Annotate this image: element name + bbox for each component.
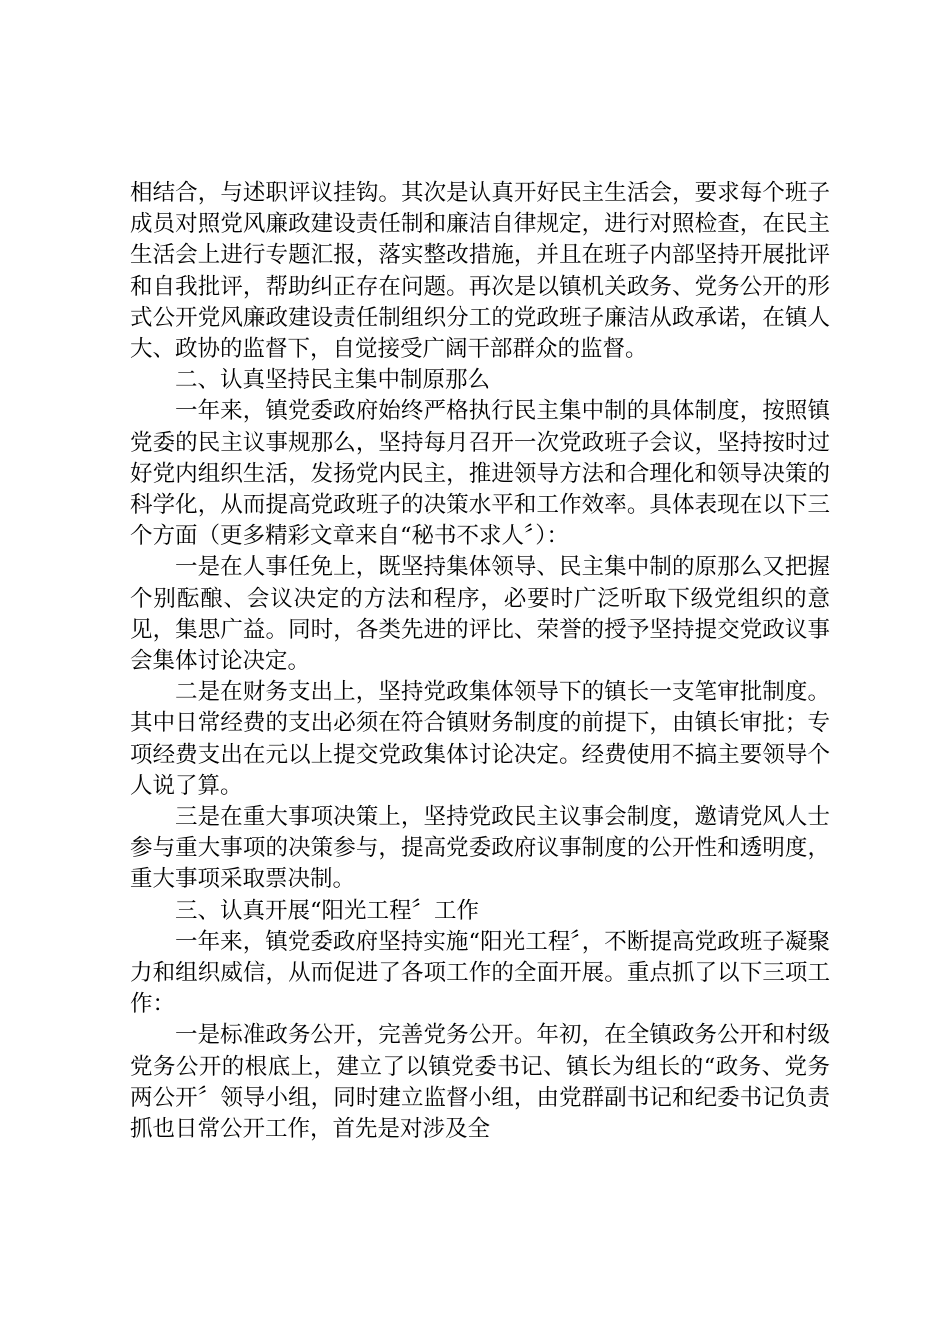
paragraph-6: 一年来，镇党委政府坚持实施“阳光工程〞，不断提高党政班子凝聚力和组织威信，从而促进了各项工作的全面开展。重点抓了以下三项工作： xyxy=(130,928,830,1018)
paragraph-3: 一是在人事任免上，既坚持集体领导、民主集中制的原那么又把握个别酝酿、会议决定的方法和程序，必要时广泛听取下级党组织的意见，集思广益。同时，各类先进的评比、荣誉的授予坚持提交党政议事会集体讨论决定。 xyxy=(130,554,830,675)
section-heading-3: 三、认真开展“阳光工程〞工作 xyxy=(175,897,480,924)
paragraph-7: 一是标准政务公开，完善党务公开。年初，在全镇政务公开和村级党务公开的根底上，建立了以镇党委书记、镇长为组长的“政务、党务两公开〞领导小组，同时建立监督小组，由党群副书记和纪委书记负责抓也日常公开工作，首先是对涉及全 xyxy=(130,1022,830,1143)
section-heading-2: 二、认真坚持民主集中制原那么 xyxy=(175,367,491,394)
document-page xyxy=(130,178,830,1145)
paragraph-5: 三是在重大事项决策上，坚持党政民主议事会制度，邀请党风人士参与重大事项的决策参与，提高党委政府议事制度的公开性和透明度，重大事项采取票决制。 xyxy=(130,804,830,893)
paragraph-1: 相结合，与述职评议挂钩。其次是认真开好民主生活会，要求每个班子成员对照党风廉政建设责任制和廉洁自律规定，进行对照检查，在民主生活会上进行专题汇报，落实整改措施，并且在班子内部坚持开展批评和自我批评，帮助纠正存在问题。再次是以镇机关政务、党务公开的形式公开党风廉政建设责任制组织分工的党政班子廉洁从政承诺，在镇人大、政协的监督下，自觉接受广阔干部群众的监督。 xyxy=(130,180,830,363)
paragraph-4: 二是在财务支出上，坚持党政集体领导下的镇长一支笔审批制度。其中日常经费的支出必须在符合镇财务制度的前提下，由镇长审批；专项经费支出在元以上提交党政集体讨论决定。经费使用不搞主要领导个人说了算。 xyxy=(130,679,830,799)
paragraph-2: 一年来，镇党委政府始终严格执行民主集中制的具体制度，按照镇党委的民主议事规那么，坚持每月召开一次党政班子会议，坚持按时过好党内组织生活，发扬党内民主，推进领导方法和合理化和领导决策的科学化，从而提高党政班子的决策水平和工作效率。具体表现在以下三个方面（更多精彩文章来自“秘书不求人〞）： xyxy=(130,398,830,550)
